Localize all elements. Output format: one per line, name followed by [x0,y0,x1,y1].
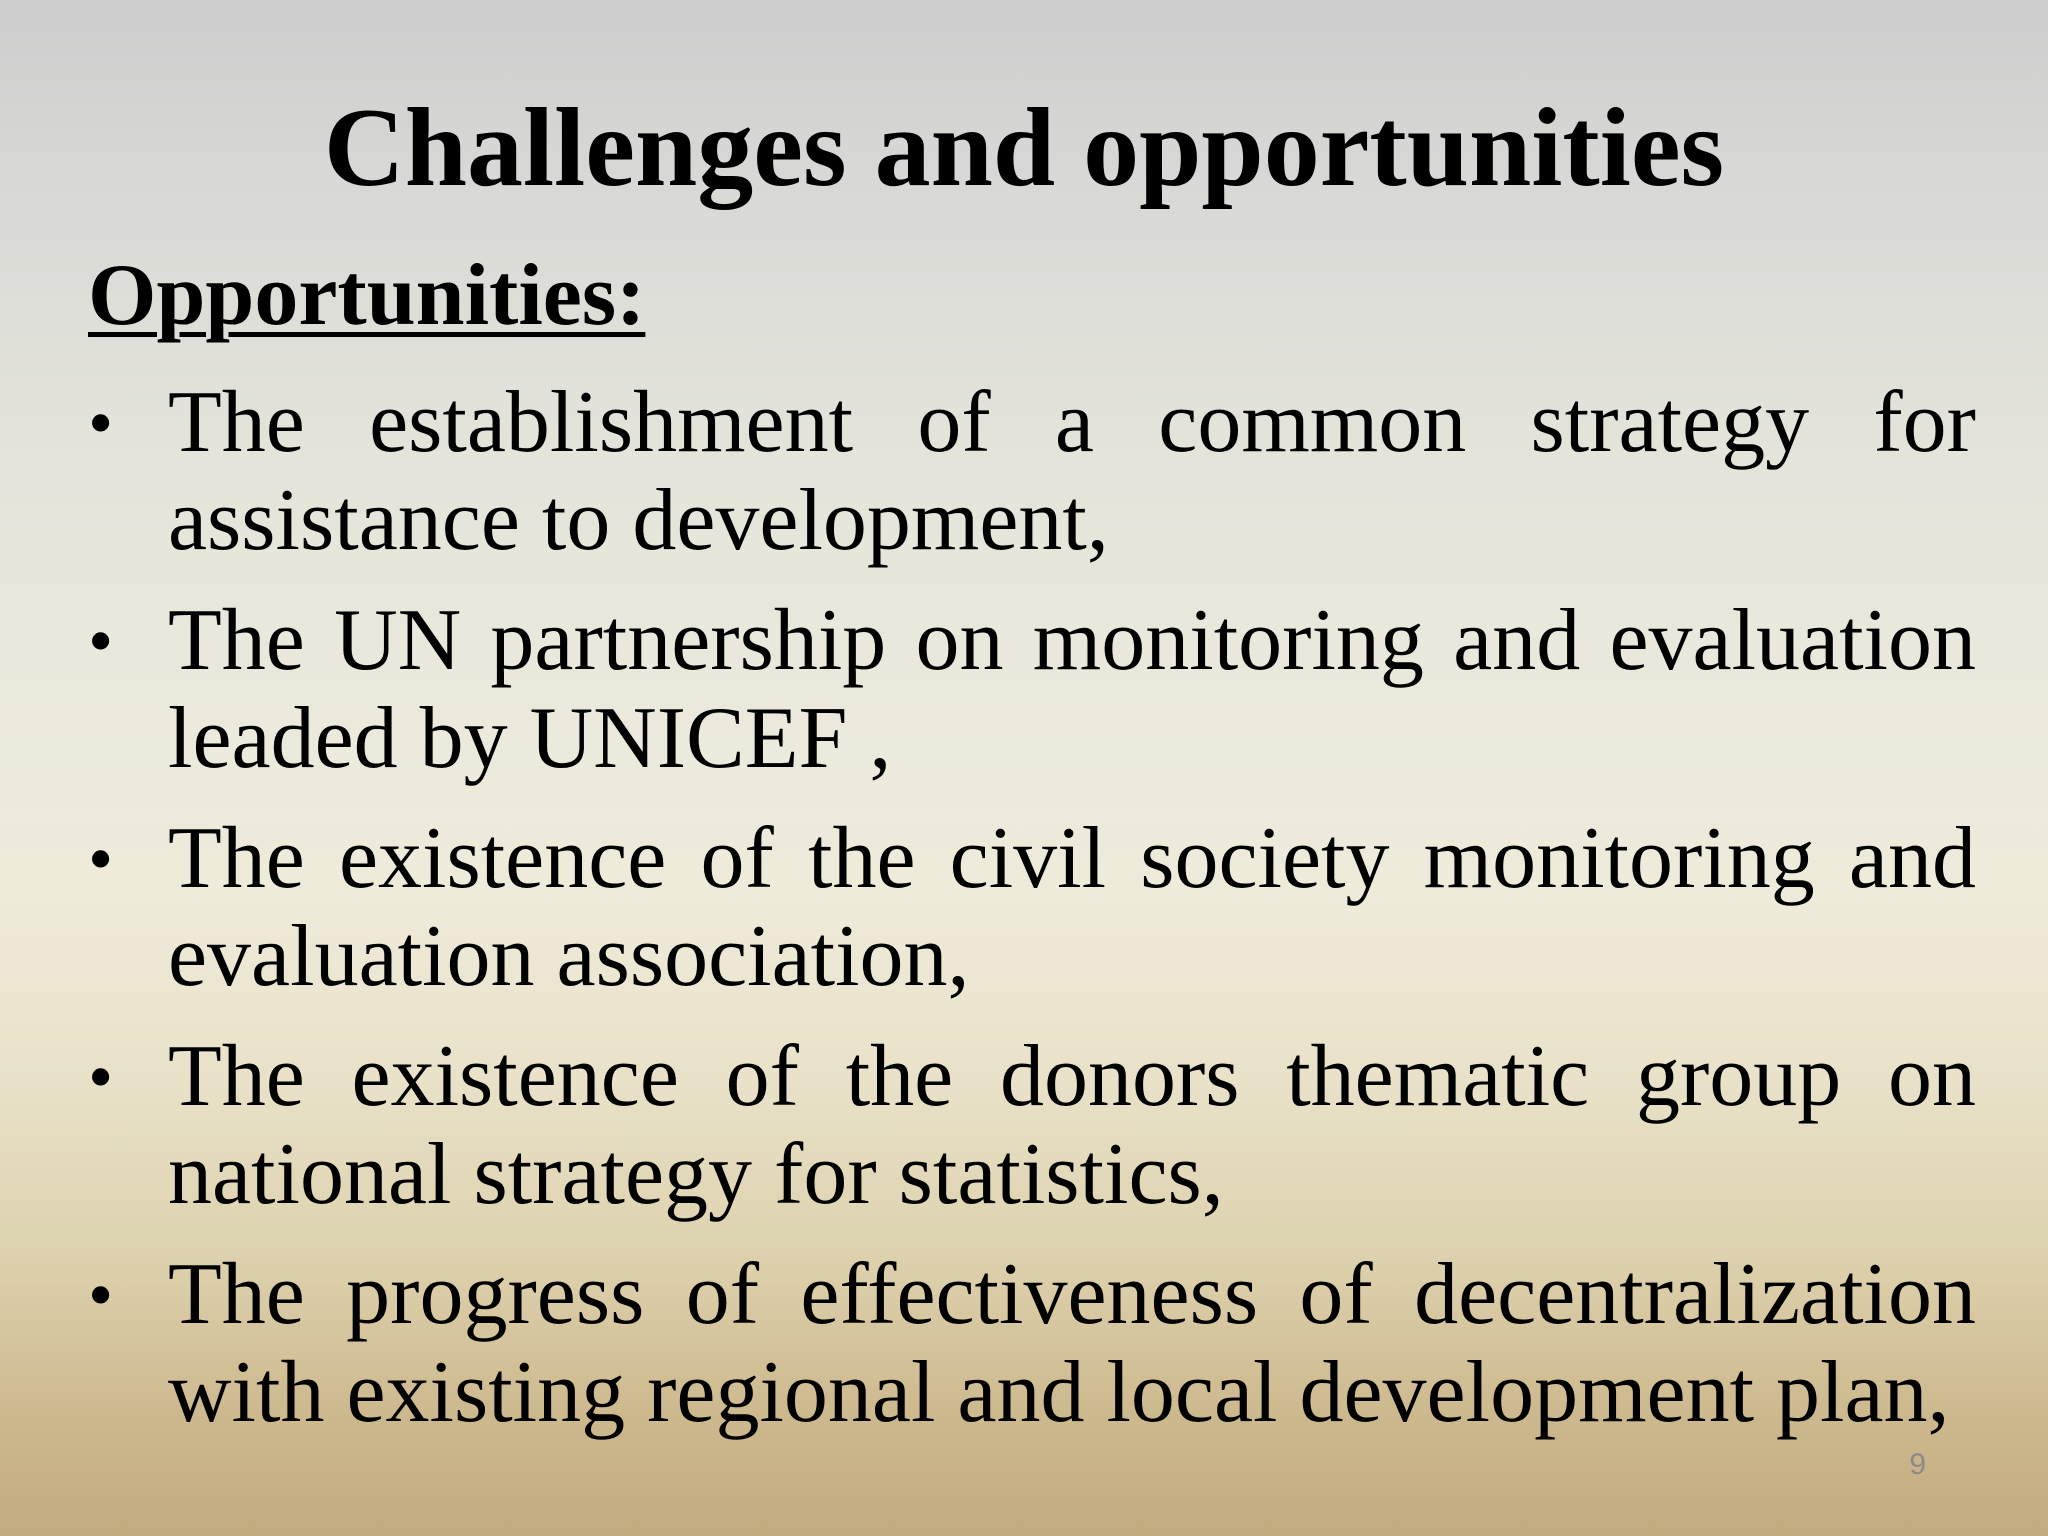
bullet-dot-icon: • [88,1255,114,1335]
bullet-text: The establishment of a common strategy for assistance to development, [168,374,1976,569]
bullet-text: The progress of effectiveness of decentralization with existing regional and local development plan, [168,1246,1976,1441]
bullet-text: The existence of the civil society monitoring and evaluation association, [168,810,1976,1005]
list-item [88,1246,1976,1442]
page-number: 9 [1909,1448,1926,1481]
bullet-dot-icon: • [88,819,114,899]
opportunities-list [88,374,1976,1464]
slide-title: Challenges and opportunities [323,86,1725,210]
section-heading-opportunities: Opportunities: [88,247,646,344]
bullet-dot-icon: • [88,601,114,681]
list-item [88,1028,1976,1224]
bullet-dot-icon: • [88,383,114,463]
bullet-dot-icon: • [88,1037,114,1117]
bullet-text: The existence of the donors thematic group on national strategy for statistics, [168,1028,1976,1223]
bullet-text: The UN partnership on monitoring and evaluation leaded by UNICEF , [168,592,1976,787]
list-item [88,810,1976,1006]
list-item [88,374,1976,570]
list-item [88,592,1976,788]
